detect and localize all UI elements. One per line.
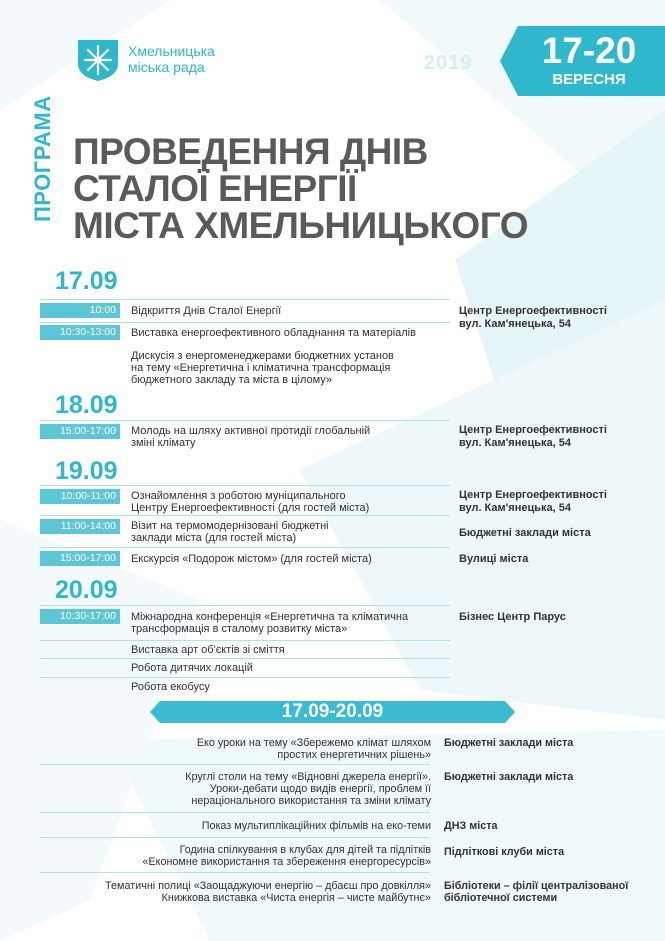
activity-text: Показ мультиплікаційних фільмів на еко-теми xyxy=(201,820,431,832)
event-location: Центр Енергоефективності вул. Кам'янецька, 54 xyxy=(459,424,607,449)
divider xyxy=(40,485,450,486)
divider xyxy=(40,658,450,659)
org-line-1: Хмельницька xyxy=(128,43,215,59)
event-text: Виставка енергоефективного обладнання та матеріалів xyxy=(131,327,416,339)
activity-location: ДНЗ міста xyxy=(444,820,498,832)
event-month: ВЕРЕСНЯ xyxy=(552,71,626,88)
org-line-2: міська рада xyxy=(128,59,205,75)
divider xyxy=(40,764,430,765)
event-location: Бізнес Центр Парус xyxy=(459,611,566,623)
divider xyxy=(40,547,450,548)
activity-location: Бібліотеки – філії централізованої бібліотечної системи xyxy=(444,880,629,904)
activity-location: Бюджетні заклади міста xyxy=(444,737,574,749)
activity-location: Бюджетні заклади міста xyxy=(444,771,574,783)
activity-location: Підліткові клуби міста xyxy=(444,846,565,858)
event-text: Візит на термомодернізовані бюджетні заклади міста (для гостей міста) xyxy=(131,520,329,544)
divider xyxy=(40,420,450,421)
city-emblem-icon xyxy=(74,38,122,82)
activity-text: Еко уроки на тему «Збережемо клімат шляхом простих енергетичних рішень» xyxy=(196,737,431,761)
activity-text: Круглі столи на тему «Відновні джерела енергії». Уроки-дебати щодо видів енергії, проблем її нераціонального використання та зміни клімату xyxy=(185,771,431,807)
activity-text: Тематичні полиці «Заощаджуючи енергію – дбаєш про довкілля» Книжкова виставка «Чиста енергія – чисте майбутнє» xyxy=(105,880,431,904)
event-location: Вулиці міста xyxy=(459,553,529,565)
divider xyxy=(40,812,430,813)
time-slot: 10:00-11:00 xyxy=(40,489,120,504)
time-slot: 11:00-14:00 xyxy=(40,519,120,534)
divider xyxy=(40,322,450,323)
day-heading: 20.09 xyxy=(55,576,118,604)
time-slot: 10:30-17:00 xyxy=(40,609,120,624)
divider xyxy=(40,515,450,516)
title-line-2: СТАЛОЇ ЕНЕРГІЇ xyxy=(73,168,357,209)
event-text: Робота дитячих локацій xyxy=(131,662,253,674)
event-location: Бюджетні заклади міста xyxy=(459,527,591,539)
event-dates: 17-20 xyxy=(541,30,637,71)
divider xyxy=(40,677,450,678)
time-slot: 15:00-17:00 xyxy=(40,551,120,566)
event-text: Дискусія з енергоменеджерами бюджетних установ на тему «Енергетична і кліматична трансформація бюджетного закладу та міста в цілому» xyxy=(131,350,394,386)
event-text: Ознайомлення з роботою муніципального Центру Енергоефективності (для гостей міста) xyxy=(131,490,370,514)
event-text: Відкриття Днів Сталої Енергії xyxy=(131,305,282,317)
period-heading: 17.09-20.09 xyxy=(160,701,505,723)
event-text: Робота екобусу xyxy=(131,681,210,693)
event-text: Міжнародна конференція «Енергетична та кліматична трансформація в сталому розвитку міста» xyxy=(131,611,409,635)
time-slot: 10:30-13:00 xyxy=(40,325,120,340)
year-label: 2019 xyxy=(424,52,473,74)
day-heading: 19.09 xyxy=(55,457,118,485)
event-text: Екскурсія «Подорож містом» (для гостей міста) xyxy=(131,553,372,565)
event-location: Центр Енергоефективності вул. Кам'янецька, 54 xyxy=(459,305,607,330)
program-vertical-label: ПРОГРАМА xyxy=(30,95,55,222)
city-council-name xyxy=(128,43,215,75)
day-heading: 18.09 xyxy=(55,391,118,419)
title-line-1: ПРОВЕДЕННЯ ДНІВ xyxy=(73,131,428,172)
page-title xyxy=(73,133,528,244)
divider xyxy=(40,872,430,873)
divider xyxy=(40,837,430,838)
time-slot: 15:00-17:00 xyxy=(40,424,120,439)
divider xyxy=(40,299,450,300)
time-slot: 10:00 xyxy=(40,303,120,318)
divider xyxy=(40,640,450,641)
day-heading: 17.09 xyxy=(55,267,118,295)
event-text: Виставка арт об'єктів зі сміття xyxy=(131,644,285,656)
event-location: Центр Енергоефективності вул. Кам'янецька, 54 xyxy=(459,489,607,514)
title-line-3: МІСТА ХМЕЛЬНИЦЬКОГО xyxy=(73,205,528,246)
activity-text: Година спілкування в клубах для дітей та підлітків «Економне використання та збереження енергоресурсів» xyxy=(142,844,431,868)
event-text: Молодь на шляху активної протидії глобальній зміні клімату xyxy=(131,425,371,449)
divider xyxy=(40,605,450,606)
